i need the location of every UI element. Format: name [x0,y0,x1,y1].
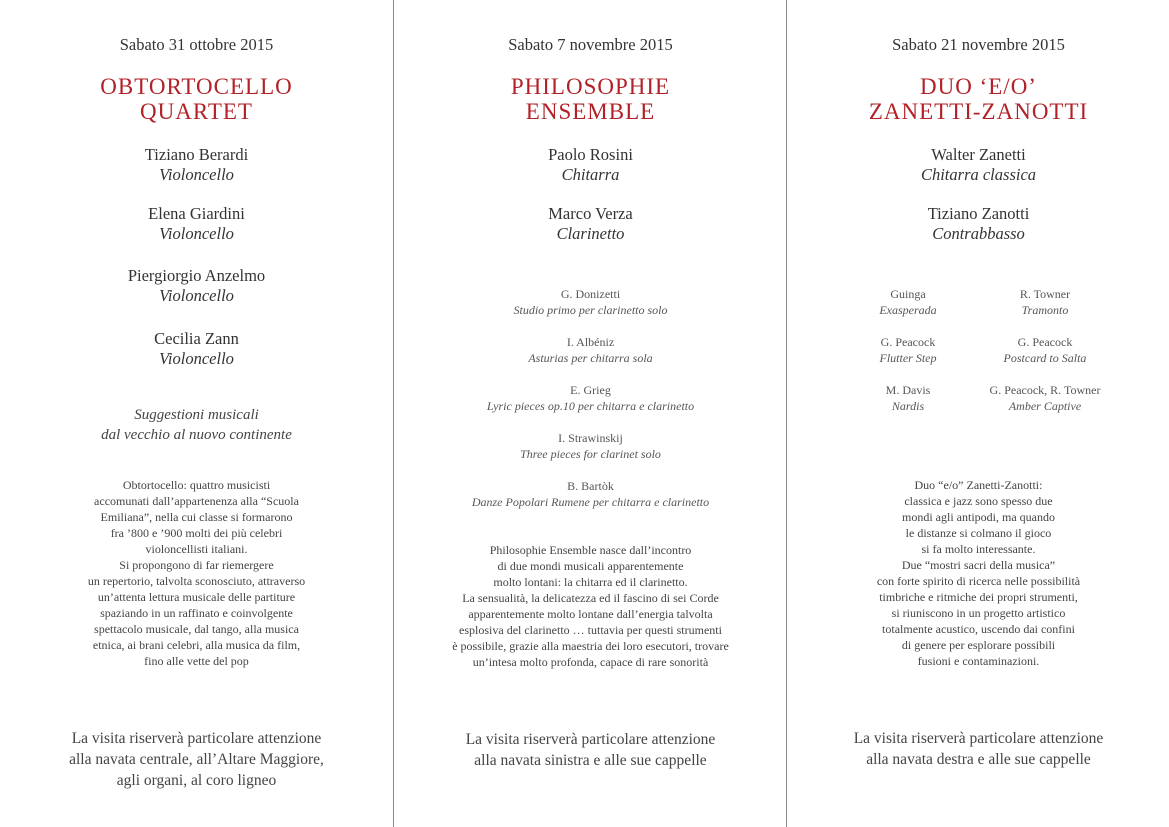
piece-title: Danze Popolari Rumene per chitarra e clarinetto [471,495,710,509]
performer [0,266,393,306]
performer-role: Violoncello [159,165,234,184]
composer: G. Peacock [1017,335,1073,349]
piece-title: Studio primo per clarinetto solo [513,303,668,317]
program-item [395,478,786,510]
column-divider-1 [393,0,394,827]
composer: G. Peacock [880,335,936,349]
composer: I. Strawinskij [558,431,623,445]
performer-name: Tiziano Berardi [144,145,249,164]
piece-title: Flutter Step [879,351,937,365]
performer-name: Walter Zanetti [931,145,1026,164]
performer-name: Tiziano Zanotti [927,204,1030,223]
visit-note: La visita riserverà particolare attenzione alla navata destra e alle sue cappelle [853,730,1104,768]
visit-note: La visita riserverà particolare attenzione alla navata sinistra e alle sue cappelle [465,731,716,769]
performer [395,145,786,185]
program-item [395,286,786,318]
composer: Guinga [890,287,926,301]
concert-column-obtortocello [0,0,393,827]
program-item [950,382,1140,414]
performer-name: Elena Giardini [148,204,245,223]
performer [0,204,393,244]
performer-role: Contrabbasso [932,224,1025,243]
composer: B. Bartòk [567,479,614,493]
visit-note: La visita riserverà particolare attenzione alla navata centrale, all’Altare Maggiore, agli organi, al coro ligneo [69,730,324,789]
performer-name: Piergiorgio Anzelmo [127,266,266,285]
composer: G. Donizetti [560,287,621,301]
piece-title: Postcard to Salta [1003,351,1087,365]
performer-role: Violoncello [159,349,234,368]
program-item [395,334,786,366]
composer: I. Albéniz [566,335,615,349]
concert-column-philosophie [395,0,786,827]
program-item [950,286,1140,318]
ensemble-title: OBTORTOCELLO QUARTET [100,74,293,124]
ensemble-description: Philosophie Ensemble nasce dall’incontro di due mondi musicali apparentemente molto lontani: la chitarra ed il clarinetto. La sensualità, la delicatezza ed il fascino di sei Corde apparentemente molto lontane dall’energia talvolta esplosiva del clarinetto … tuttavia per questi strumenti è possibile, grazie alla maestria dei loro esecutori, trovare un’intesa molto profonda, capace di rare sonorità [452,543,729,669]
composer: R. Towner [1019,287,1071,301]
piece-title: Asturias per chitarra sola [528,351,653,365]
ensemble-description: Obtortocello: quattro musicisti accomunati dall’appartenenza alla “Scuola Emiliana”, nella cui classe si formarono fra ’800 e ’900 molti dei più celebri violoncellisti italiani. Si propongono di far riemergere un repertorio, talvolta sconosciuto, attraverso un’attenta lettura musicale delle partiture spaziando in un raffinato e coinvolgente spettacolo musicale, dal tango, alla musica etnica, ai brani celebri, alla musica da film, fino alle vette del pop [87,478,306,668]
concert-date: Sabato 21 novembre 2015 [892,35,1065,54]
performer-name: Marco Verza [548,204,633,223]
concert-date: Sabato 31 ottobre 2015 [119,35,274,54]
concert-date: Sabato 7 novembre 2015 [508,35,673,54]
performer-name: Cecilia Zann [154,329,239,348]
concert-column-duo-eo [788,0,1169,827]
column-divider-2 [786,0,787,827]
concert-subtitle: Suggestioni musicali dal vecchio al nuovo continente [101,407,292,443]
performer [788,145,1169,185]
performer [788,204,1169,244]
composer: G. Peacock, R. Towner [989,383,1101,397]
performer-role: Chitarra classica [920,165,1037,184]
performer [395,204,786,244]
ensemble-title: PHILOSOPHIE ENSEMBLE [510,74,671,124]
piece-title: Three pieces for clarinet solo [520,447,661,461]
piece-title: Lyric pieces op.10 per chitarra e clarinetto [486,399,695,413]
composer: E. Grieg [570,383,611,397]
piece-title: Tramonto [1021,303,1069,317]
piece-title: Exasperada [879,303,937,317]
program-item [395,430,786,462]
composer: M. Davis [885,383,931,397]
ensemble-title: DUO ‘E/O’ ZANETTI-ZANOTTI [868,74,1089,124]
program-item [950,334,1140,366]
performer [0,329,393,369]
performer-name: Paolo Rosini [548,145,633,164]
ensemble-description: Duo “e/o” Zanetti-Zanotti: classica e jazz sono spesso due mondi agli antipodi, ma quando le distanze si colmano il gioco si fa molto interessante. Due “mostri sacri della musica” con forte spirito di ricerca nelle possibilità timbriche e ritmiche dei propri strumenti, si riuniscono in un progetto artistico totalmente acustico, uscendo dai confini di genere per esplorare possibili fusioni e contaminazioni. [876,478,1081,668]
performer [0,145,393,185]
piece-title: Amber Captive [1008,399,1082,413]
piece-title: Nardis [891,399,925,413]
program-item [395,382,786,414]
performer-role: Clarinetto [556,224,625,243]
performer-role: Violoncello [159,286,234,305]
performer-role: Chitarra [561,165,620,184]
performer-role: Violoncello [159,224,234,243]
